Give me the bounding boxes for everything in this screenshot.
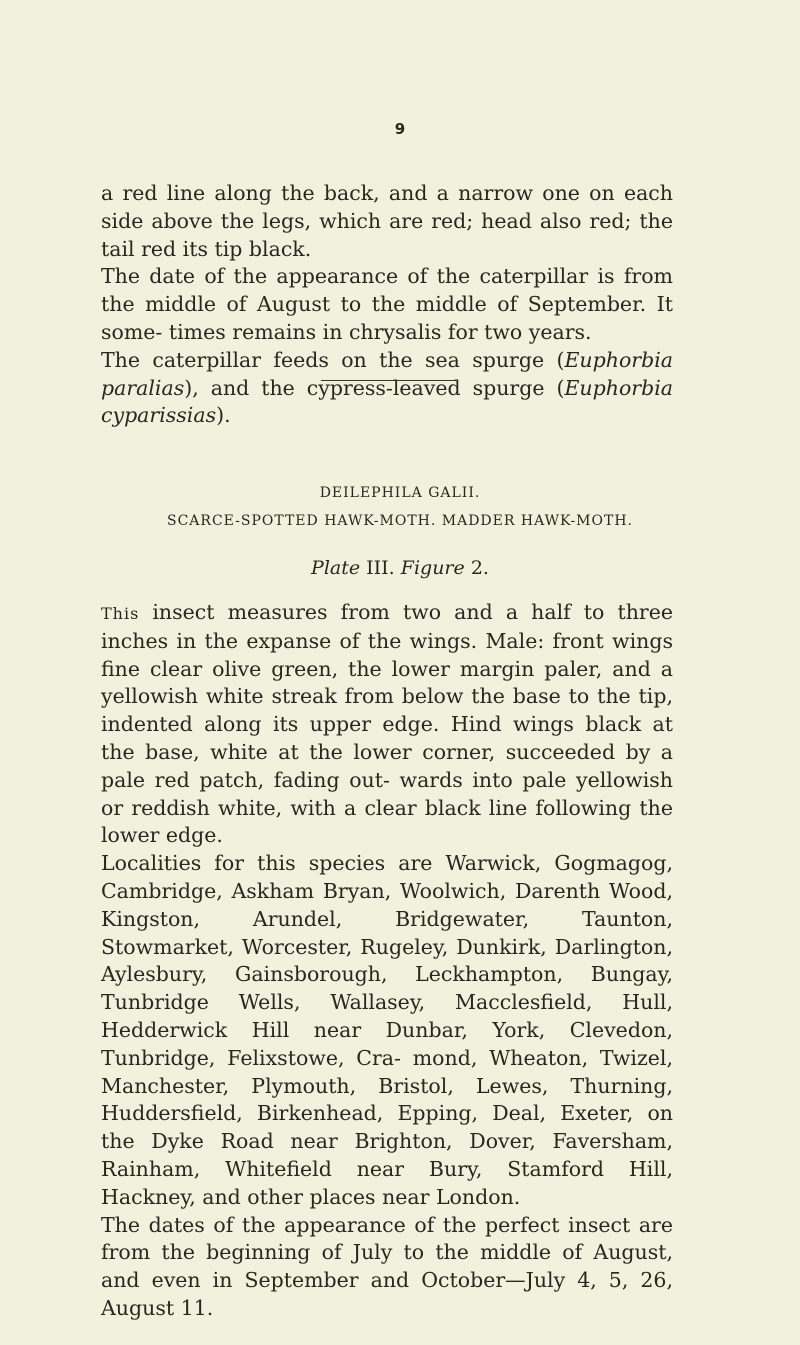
description-text: insect measures from two and a half to three inches in the expanse of the wings. Male: front wings fine clear olive green, the lower margin paler, and a yellowish white streak from below the base to the tip, indented along its upper edge. Hind wings black at the base, white at the lower corner, succeeded by a pale red patch, fading out- wards into pale yellowish or reddish white, with a clear black line following the lower edge. bbox=[101, 600, 673, 848]
food-text-1: The caterpillar feeds on the sea spurge ( bbox=[101, 347, 565, 372]
figure-label: Figure bbox=[400, 557, 465, 579]
food-text-3: ). bbox=[216, 403, 231, 428]
plate-reference bbox=[0, 557, 800, 579]
plate-number: III. bbox=[366, 557, 395, 579]
text-block-top bbox=[101, 180, 673, 430]
section-divider bbox=[321, 380, 456, 381]
text-block-main bbox=[101, 599, 673, 1323]
figure-number: 2. bbox=[470, 557, 489, 579]
species-heading: DEILEPHILA GALII. bbox=[319, 485, 481, 501]
plate-label: Plate bbox=[311, 557, 361, 579]
paragraph-caterpillar-description: a red line along the back, and a narrow one on each side above the legs, which are red; head also red; the tail red its tip black. bbox=[101, 181, 673, 261]
drop-word: This bbox=[101, 604, 140, 623]
paragraph-localities: Localities for this species are Warwick, Gogmagog, Cambridge, Askham Bryan, Woolwich, Darenth Wood, Kingston, Arundel, Bridgewater, Taunton, Stowmarket, Worcester, Rugeley, Dunkirk, Darlington, Aylesbury, Gainsborough, Leckhampton, Bungay, Tunbridge Wells, Wallasey, Macclesfield, Hull, Hedderwick Hill near Dunbar, York, Clevedon, Tunbridge, Felixstowe, Cra- mond, Wheaton, Twizel, Manchester, Plymouth, Bristol, Lewes, Thurning, Huddersfield, Birkenhead, Epping, Deal, Exeter, on the Dyke Road near Brighton, Dover, Faversham, Rainham, Whitefield near Bury, Stamford Hill, Hackney, and other places near London. bbox=[101, 851, 673, 1209]
latin-name-sea-spurge: Euphorbia paralias bbox=[101, 347, 673, 400]
paragraph-dates: The dates of the appearance of the perfect insect are from the beginning of July to the middle of August, and even in September and October—July 4, 5, 26, August 11. bbox=[101, 1212, 673, 1320]
page-number: 9 bbox=[394, 120, 406, 138]
latin-name-cypress-spurge: Euphorbia cyparissias bbox=[101, 375, 673, 428]
paragraph-description bbox=[101, 599, 673, 850]
paragraph-food-plants bbox=[101, 347, 673, 430]
food-text-2: ), and the cypress-leaved spurge ( bbox=[184, 375, 565, 400]
common-names-heading: SCARCE-SPOTTED HAWK-MOTH. MADDER HAWK-MOTH. bbox=[167, 513, 633, 529]
paragraph-caterpillar-dates: The date of the appearance of the caterpillar is from the middle of August to the middle of September. It some- times remains in chrysalis for two years. bbox=[101, 264, 673, 344]
